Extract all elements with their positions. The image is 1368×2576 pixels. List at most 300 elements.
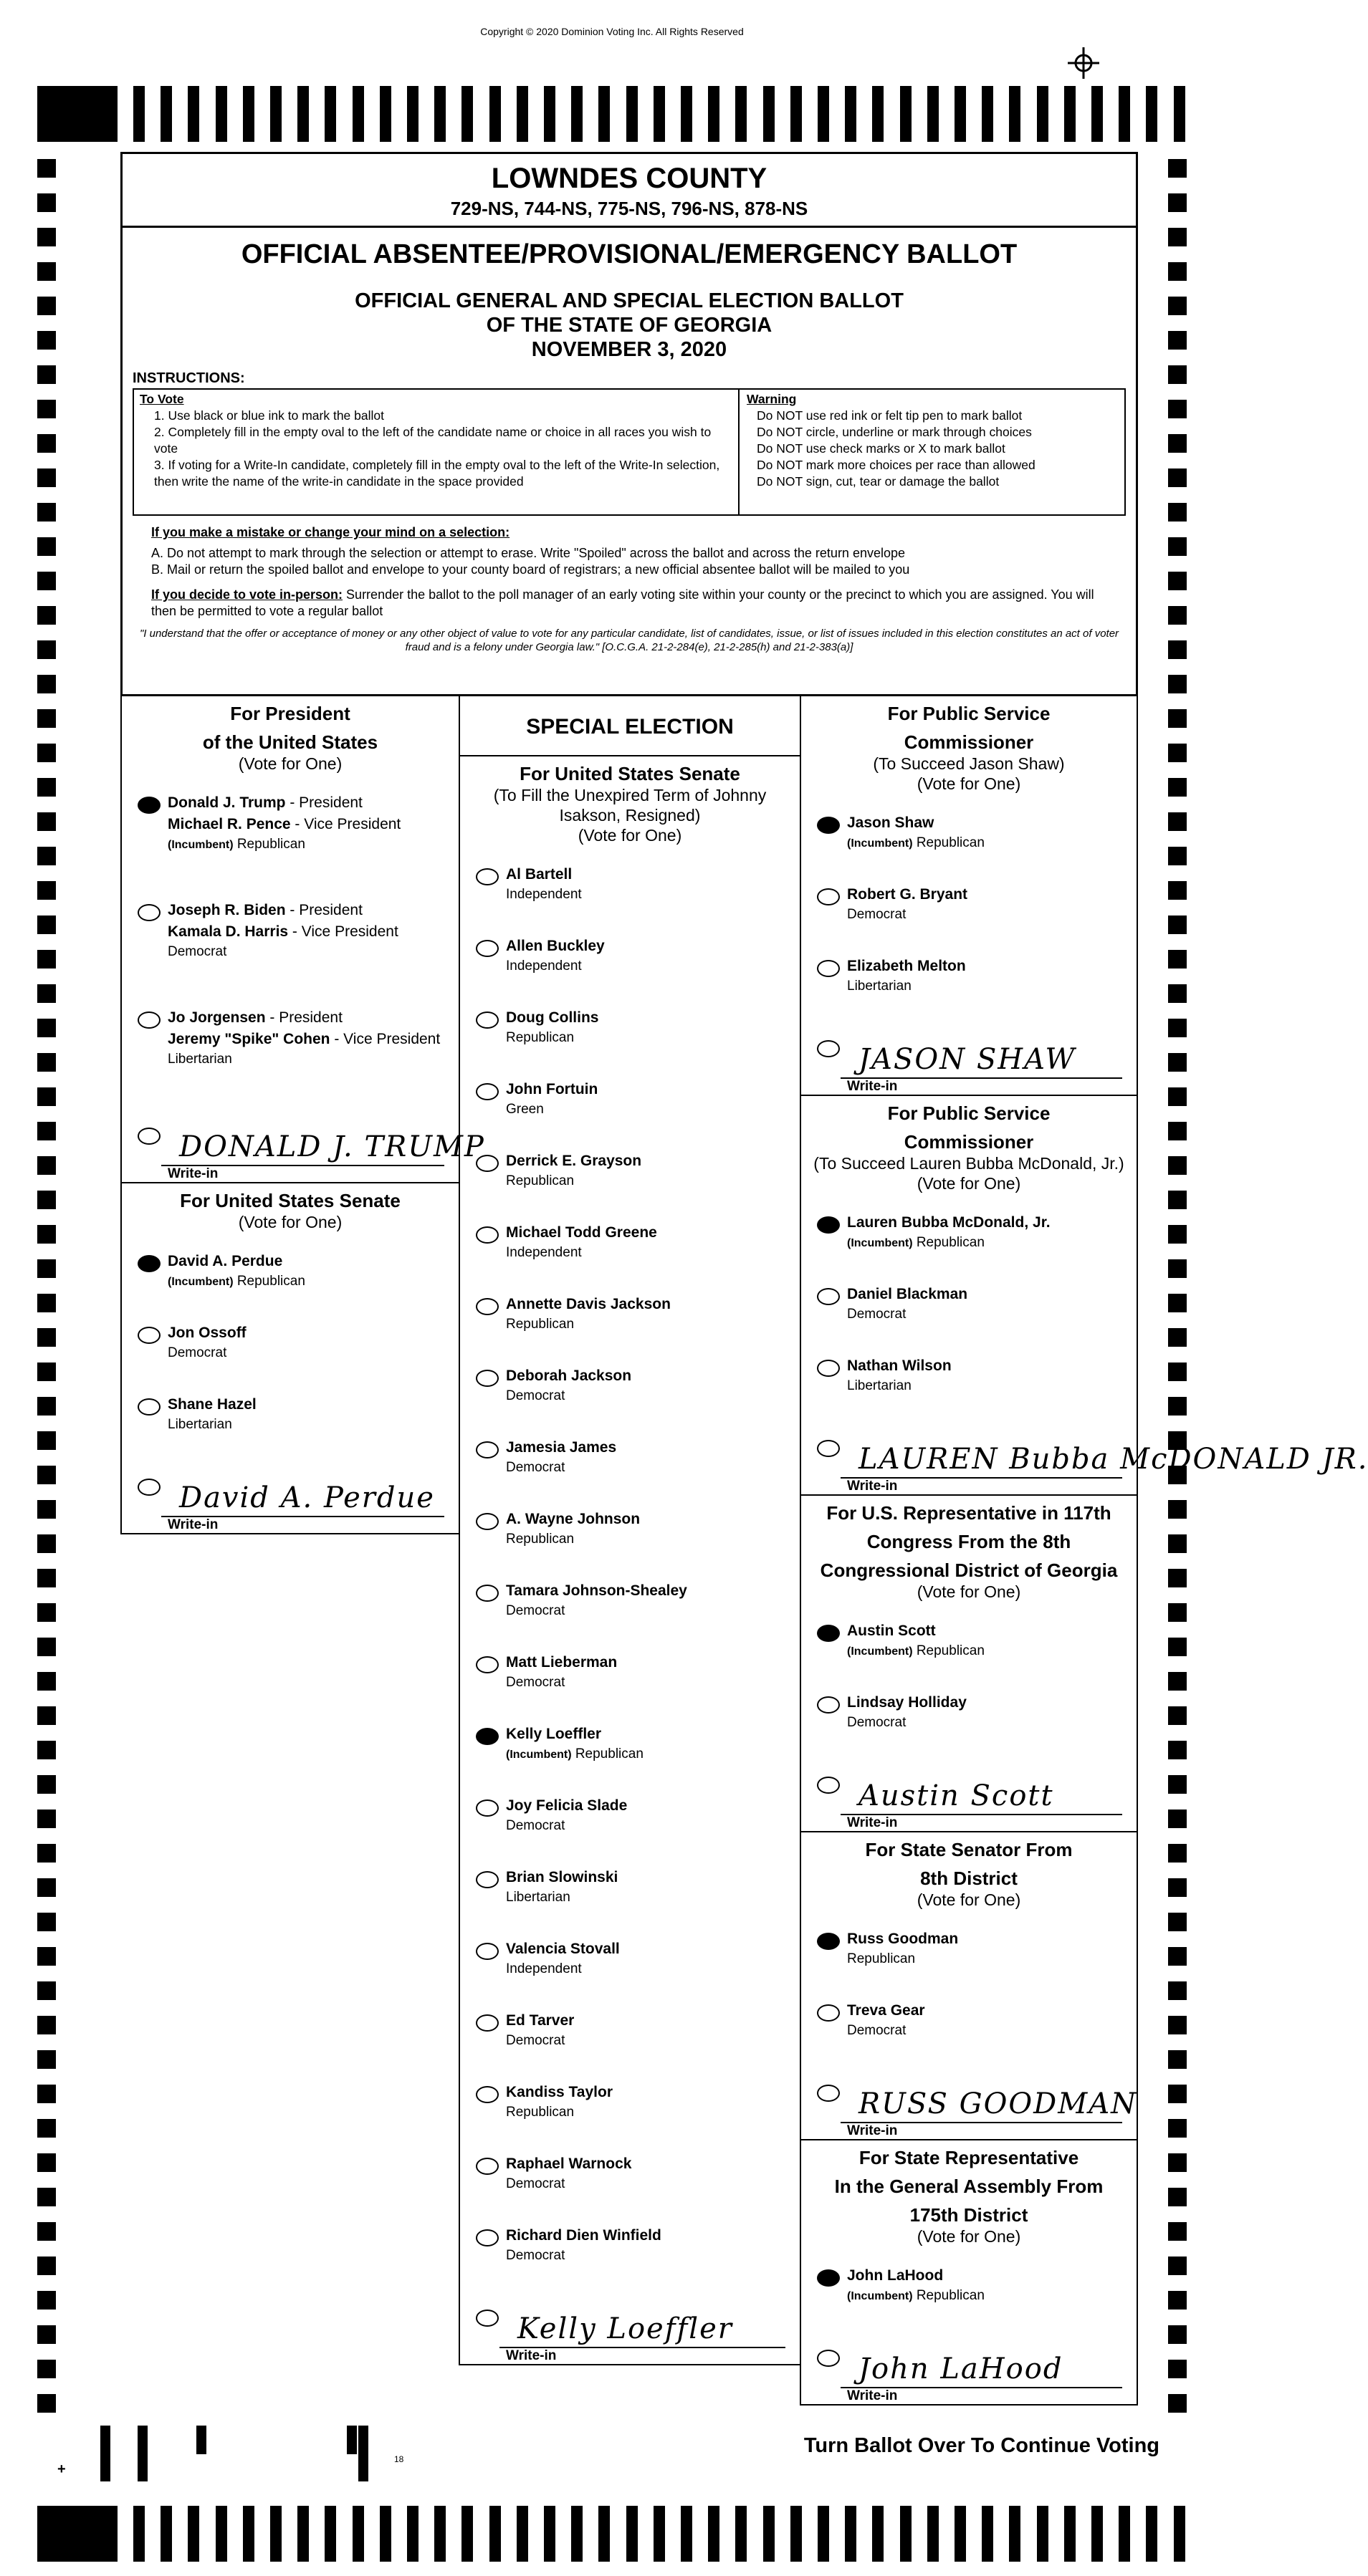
vote-oval[interactable]: [476, 1656, 499, 1673]
vote-oval[interactable]: [476, 1728, 499, 1745]
timing-marks-left: [37, 159, 57, 2428]
vote-oval[interactable]: [476, 2158, 499, 2175]
candidate-option: [122, 1003, 459, 1110]
turn-over-instruction: Turn Ballot Over To Continue Voting: [803, 2434, 1159, 2457]
write-in-handwriting: DONALD J. TRUMP: [179, 1130, 485, 1163]
timing-mark: [270, 86, 282, 142]
side-timing-mark: [37, 1156, 56, 1175]
candidate-name: [506, 1652, 617, 1673]
candidate-name: [506, 936, 605, 957]
side-timing-mark: [37, 1706, 56, 1725]
candidate-option: [122, 1318, 459, 1390]
candidate-option: [460, 860, 800, 931]
side-timing-mark: [37, 1638, 56, 1656]
candidate-name: [847, 1928, 958, 1950]
timing-mark: [1091, 2506, 1103, 2562]
side-timing-mark: [1168, 1638, 1187, 1656]
vote-oval[interactable]: [476, 1155, 499, 1172]
candidate-name-text: Derrick E. Grayson: [506, 1153, 642, 1169]
timing-mark: [1174, 2506, 1185, 2562]
candidate-party: Democrat: [506, 1388, 565, 1403]
candidate-name-text: Lindsay Holliday: [847, 1694, 967, 1711]
candidate-option: [460, 1146, 800, 1218]
side-timing-mark: [37, 537, 56, 556]
candidate-option: [801, 1351, 1137, 1423]
vote-oval[interactable]: [476, 1226, 499, 1244]
timing-mark: [325, 2506, 336, 2562]
candidate-name: [506, 1437, 616, 1458]
timing-mark: [161, 2506, 172, 2562]
candidate-name-text: Shane Hazel: [168, 1396, 257, 1413]
timing-mark: [188, 2506, 199, 2562]
vote-oval[interactable]: [817, 2004, 840, 2022]
vote-oval[interactable]: [476, 1585, 499, 1602]
candidate-option: [460, 2149, 800, 2221]
vote-oval[interactable]: [476, 2014, 499, 2032]
candidate-party: Republican: [506, 1532, 575, 1547]
side-timing-mark: [1168, 1225, 1187, 1244]
candidate-option: [460, 1719, 800, 1791]
candidate-name-text: Doug Collins: [506, 1009, 599, 1026]
race-title: For U.S. Representative in 117th: [826, 1502, 1111, 1524]
side-timing-mark: [1168, 1500, 1187, 1519]
candidate-name: [847, 956, 966, 977]
side-timing-mark: [37, 2257, 56, 2275]
race-title: Commissioner: [904, 1131, 1034, 1153]
candidate-option: [801, 1279, 1137, 1351]
candidate-party: Democrat: [847, 2023, 907, 2038]
side-timing-mark: [37, 2153, 56, 2172]
vote-oval[interactable]: [817, 1288, 840, 1305]
side-timing-mark: [1168, 159, 1187, 178]
side-timing-mark: [37, 1087, 56, 1106]
vote-oval[interactable]: [817, 1933, 840, 1950]
vote-oval[interactable]: [476, 2086, 499, 2103]
race-subtitle: (To Fill the Unexpired Term of Johnny: [493, 786, 767, 804]
side-timing-mark: [1168, 2325, 1187, 2344]
race-subtitle: Isakson, Resigned): [559, 806, 701, 825]
to-vote-instructions: [134, 390, 740, 514]
vote-oval[interactable]: [138, 1255, 161, 1272]
timing-mark: [735, 2506, 747, 2562]
candidate-party: Democrat: [506, 1460, 565, 1475]
candidate-name-text: Allen Buckley: [506, 938, 605, 954]
registration-target-icon: [1068, 47, 1099, 82]
side-timing-mark: [1168, 744, 1187, 762]
side-timing-mark: [1168, 2085, 1187, 2103]
timing-mark: [681, 86, 692, 142]
warning-4: Do NOT mark more choices per race than allowed: [757, 458, 1035, 472]
ballot-header: [120, 152, 1138, 696]
vote-oval[interactable]: [476, 940, 499, 957]
side-timing-mark: [37, 1981, 56, 2000]
race-title: In the General Assembly From: [834, 2176, 1104, 2197]
timing-mark: [818, 2506, 829, 2562]
race-subtitle: (To Succeed Lauren Bubba McDonald, Jr.): [813, 1154, 1124, 1173]
candidate-name-text: Nathan Wilson: [847, 1357, 952, 1374]
race-title: For Public Service: [887, 703, 1051, 724]
vote-oval[interactable]: [817, 817, 840, 834]
write-in-oval[interactable]: [817, 1440, 840, 1457]
write-in-label: Write-in: [506, 2348, 557, 2363]
vote-oval[interactable]: [817, 1360, 840, 1377]
vote-oval[interactable]: [138, 904, 161, 921]
candidate-party: Republican: [847, 1951, 916, 1966]
side-timing-mark: [1168, 1363, 1187, 1381]
write-in-oval[interactable]: [817, 2085, 840, 2102]
side-timing-mark: [37, 400, 56, 418]
race-section: [801, 696, 1137, 1096]
side-timing-mark: [37, 1328, 56, 1347]
election-title-line2: OF THE STATE OF GEORGIA: [486, 314, 773, 337]
write-in-oval[interactable]: [476, 2310, 499, 2327]
vote-oval[interactable]: [476, 1083, 499, 1100]
candidate-party: Republican: [506, 1173, 575, 1188]
timing-marks-top: [0, 86, 1224, 142]
vote-oval[interactable]: [817, 2269, 840, 2287]
timing-mark: [955, 2506, 966, 2562]
timing-mark: [955, 86, 966, 142]
side-timing-mark: [1168, 1672, 1187, 1691]
timing-mark: [1064, 86, 1076, 142]
candidate-option: [460, 1648, 800, 1719]
side-timing-mark: [1168, 537, 1187, 556]
candidate-name: [847, 884, 967, 905]
candidate-name: [506, 1795, 627, 1817]
candidate-party: Democrat: [168, 1345, 227, 1360]
timing-mark: [763, 86, 775, 142]
side-timing-mark: [37, 1431, 56, 1450]
side-timing-mark: [37, 193, 56, 212]
side-timing-mark: [37, 365, 56, 384]
incumbent-tag: (Incumbent): [168, 839, 234, 851]
vote-oval[interactable]: [476, 1441, 499, 1458]
side-timing-mark: [37, 881, 56, 900]
candidate-name-text: David A. Perdue: [168, 1253, 283, 1269]
side-timing-mark: [37, 1053, 56, 1072]
candidate-name-text: Valencia Stovall: [506, 1941, 620, 1957]
side-timing-mark: [1168, 2188, 1187, 2206]
vote-oval[interactable]: [138, 1398, 161, 1416]
candidate-party: Democrat: [506, 1818, 565, 1833]
warning-1: Do NOT use red ink or felt tip pen to mark ballot: [757, 408, 1023, 423]
side-timing-mark: [1168, 881, 1187, 900]
incumbent-tag: (Incumbent): [506, 1749, 572, 1761]
candidate-name-text: John Fortuin: [506, 1081, 598, 1097]
side-timing-mark: [1168, 915, 1187, 934]
timing-mark: [1174, 86, 1185, 142]
timing-mark: [927, 86, 939, 142]
candidate-party: (Incumbent) Republican: [168, 1274, 305, 1289]
candidate-party: Republican: [506, 1317, 575, 1332]
candidate-name: [168, 792, 363, 814]
vote-oval[interactable]: [476, 1871, 499, 1888]
candidate-option: [460, 2221, 800, 2292]
write-in-option: [801, 1759, 1137, 1831]
candidate-option: [801, 1924, 1137, 1996]
candidate-party: Democrat: [506, 1603, 565, 1618]
side-timing-mark: [37, 159, 56, 178]
candidate-party: (Incumbent) Republican: [847, 835, 985, 850]
vote-oval[interactable]: [817, 888, 840, 905]
mistake-step-b: B. Mail or return the spoiled ballot and envelope to your county board of registrars; a new official absentee ballot will be mailed to you: [151, 562, 910, 577]
to-vote-step-3: 3. If voting for a Write-In candidate, completely fill in the empty oval to the left of the Write-In selection, then write the name of the write-in candidate in the space provided: [154, 458, 720, 489]
side-timing-mark: [37, 1122, 56, 1140]
timing-mark: [790, 2506, 802, 2562]
race-title: 8th District: [920, 1868, 1018, 1889]
candidate-option: [122, 1246, 459, 1318]
vote-oval[interactable]: [476, 1799, 499, 1817]
side-timing-mark: [1168, 2153, 1187, 2172]
vote-oval[interactable]: [476, 1011, 499, 1029]
warning-2: Do NOT circle, underline or mark through choices: [757, 425, 1032, 439]
to-vote-step-2: 2. Completely fill in the empty oval to the left of the candidate name or choice in all races you wish to vote: [154, 425, 712, 456]
candidate-option: [460, 1433, 800, 1504]
vote-oval[interactable]: [476, 1513, 499, 1530]
side-timing-mark: [37, 1913, 56, 1931]
timing-mark: [598, 86, 610, 142]
candidate-name: [168, 1394, 257, 1416]
race-spacer: [460, 845, 800, 860]
candidate-name-text: Jon Ossoff: [168, 1325, 247, 1341]
side-timing-mark: [37, 1534, 56, 1553]
side-timing-mark: [1168, 2016, 1187, 2034]
side-timing-mark: [1168, 1706, 1187, 1725]
candidate-role: - President: [265, 1009, 343, 1026]
vote-oval[interactable]: [476, 868, 499, 885]
mistake-step-a: A. Do not attempt to mark through the selection or attempt to erase. Write "Spoiled" across the ballot and across the return envelope: [151, 546, 906, 560]
side-timing-mark: [1168, 812, 1187, 831]
candidate-option: [801, 1208, 1137, 1279]
side-timing-mark: [37, 1259, 56, 1278]
vote-oval[interactable]: [476, 2229, 499, 2246]
candidate-party: Libertarian: [847, 1378, 912, 1393]
timing-mark: [927, 2506, 939, 2562]
precinct-list: 729-NS, 744-NS, 775-NS, 796-NS, 878-NS: [450, 198, 808, 219]
candidate-name-text: Robert G. Bryant: [847, 886, 968, 903]
candidate-name-text: Donald J. Trump: [168, 794, 286, 811]
candidate-name: [506, 2225, 661, 2246]
candidate-name: [847, 812, 934, 834]
footer-small-mark: 18: [394, 2454, 404, 2464]
vote-oval[interactable]: [476, 1298, 499, 1315]
side-timing-mark: [37, 2325, 56, 2344]
race-spacer: [801, 2246, 1137, 2261]
ballot-column-1: [120, 695, 485, 1534]
timing-mark: [845, 2506, 856, 2562]
candidate-option: [460, 1576, 800, 1648]
candidate-name: [168, 1007, 343, 1029]
side-timing-mark: [37, 1810, 56, 1828]
candidate-name-text: Joseph R. Biden: [168, 902, 286, 918]
side-timing-mark: [1168, 365, 1187, 384]
side-timing-mark: [1168, 297, 1187, 315]
race-spacer: [801, 1910, 1137, 1924]
write-in-oval[interactable]: [138, 1128, 161, 1145]
candidate-party: Independent: [506, 1245, 582, 1260]
timing-mark: [872, 86, 884, 142]
side-timing-mark: [37, 1878, 56, 1897]
candidate-option: [801, 808, 1137, 880]
race-section: [122, 1183, 459, 1533]
vote-oval[interactable]: [817, 1216, 840, 1234]
side-timing-mark: [1168, 1878, 1187, 1897]
running-mate-name: [168, 814, 401, 835]
write-in-handwriting: RUSS GOODMAN: [858, 2087, 1138, 2120]
candidate-name-text: A. Wayne Johnson: [506, 1511, 641, 1527]
side-timing-mark: [37, 1569, 56, 1587]
side-timing-mark: [1168, 228, 1187, 246]
side-timing-mark: [1168, 1913, 1187, 1931]
timing-mark: [544, 2506, 555, 2562]
write-in-oval[interactable]: [817, 2350, 840, 2367]
candidate-party: Democrat: [506, 2248, 565, 2263]
side-timing-mark: [37, 434, 56, 453]
race-spacer: [801, 1193, 1137, 1208]
candidate-name: [847, 1355, 952, 1377]
warning-3: Do NOT use check marks or X to mark ballot: [757, 441, 1005, 456]
side-timing-mark: [37, 503, 56, 522]
candidate-name: [168, 1322, 247, 1344]
timing-mark: [434, 2506, 446, 2562]
vote-oval[interactable]: [138, 1327, 161, 1344]
timing-mark: [489, 86, 501, 142]
timing-mark: [133, 2506, 145, 2562]
special-election-header: SPECIAL ELECTION: [460, 696, 800, 756]
election-title-line1: OFFICIAL GENERAL AND SPECIAL ELECTION BALLOT: [355, 289, 904, 312]
candidate-name-text: Austin Scott: [847, 1623, 936, 1639]
candidate-name-text: Jason Shaw: [847, 814, 934, 831]
side-timing-mark: [37, 1363, 56, 1381]
race-subtitle: (Vote for One): [917, 1582, 1021, 1601]
candidate-name: [847, 1212, 1051, 1234]
in-person-text: Surrender the ballot to the poll manager of an early voting site within your county or the precinct to which you are assigned. You will then be permitted to vote a regular ballot: [151, 587, 1094, 618]
race-subtitle: (Vote for One): [238, 754, 343, 773]
write-in-label: Write-in: [847, 1479, 898, 1494]
side-timing-mark: [1168, 2257, 1187, 2275]
side-timing-mark: [1168, 1810, 1187, 1828]
write-in-label: Write-in: [847, 1079, 898, 1094]
write-in-label: Write-in: [847, 2388, 898, 2403]
side-timing-mark: [1168, 1741, 1187, 1759]
running-mate-name: [168, 1029, 440, 1050]
write-in-oval[interactable]: [817, 1777, 840, 1794]
candidate-option: [122, 895, 459, 1003]
timing-mark: [243, 2506, 254, 2562]
side-timing-mark: [37, 1603, 56, 1622]
timing-marks-bottom: [0, 2506, 1224, 2562]
candidate-option: [460, 1934, 800, 2006]
write-in-oval[interactable]: [817, 1040, 840, 1057]
county-name: LOWNDES COUNTY: [491, 163, 767, 194]
write-in-option: [801, 1023, 1137, 1095]
timing-mark: [818, 86, 829, 142]
timing-mark: [845, 86, 856, 142]
candidate-option: [460, 931, 800, 1003]
candidate-name-text: Michael Todd Greene: [506, 1224, 657, 1241]
vote-oval[interactable]: [476, 1943, 499, 1960]
vote-oval[interactable]: [817, 1625, 840, 1642]
race-spacer: [801, 1602, 1137, 1616]
side-timing-mark: [1168, 2394, 1187, 2413]
candidate-role: - President: [285, 794, 363, 811]
candidate-name-text: Jo Jorgensen: [168, 1009, 266, 1026]
timing-mark: [1037, 2506, 1048, 2562]
timing-mark: [517, 2506, 528, 2562]
candidate-option: [801, 2261, 1137, 2332]
candidate-option: [460, 2006, 800, 2077]
vote-oval[interactable]: [817, 1696, 840, 1714]
ballot-column-3: [800, 695, 1368, 2406]
vote-oval[interactable]: [138, 797, 161, 814]
timing-mark: [982, 86, 993, 142]
side-timing-mark: [37, 331, 56, 350]
side-timing-mark: [1168, 675, 1187, 693]
in-person-label: If you decide to vote in-person:: [151, 587, 343, 602]
timing-mark: [571, 2506, 583, 2562]
candidate-name: [506, 2010, 574, 2032]
race-spacer: [122, 774, 459, 788]
side-timing-mark: [1168, 1603, 1187, 1622]
timing-mark: [1009, 86, 1020, 142]
race-title: 175th District: [909, 2204, 1028, 2226]
candidate-name: [506, 1365, 631, 1387]
side-timing-mark: [37, 950, 56, 969]
timing-mark: [598, 2506, 610, 2562]
candidate-name: [506, 1294, 671, 1315]
vote-oval[interactable]: [138, 1011, 161, 1029]
candidate-name: [847, 1284, 967, 1305]
side-timing-mark: [1168, 193, 1187, 212]
side-timing-mark: [1168, 400, 1187, 418]
side-timing-mark: [1168, 1087, 1187, 1106]
candidate-party: Libertarian: [168, 1417, 232, 1432]
candidate-party: (Incumbent) Republican: [847, 1643, 985, 1658]
side-timing-mark: [1168, 778, 1187, 797]
candidate-name: [506, 1007, 599, 1029]
side-timing-mark: [1168, 950, 1187, 969]
timing-mark: [1037, 86, 1048, 142]
candidate-name: [506, 2153, 631, 2175]
write-in-oval[interactable]: [138, 1479, 161, 1496]
timing-mark: [1009, 2506, 1020, 2562]
candidate-name-text: Daniel Blackman: [847, 1286, 968, 1302]
race-section: [801, 1832, 1137, 2140]
race-subtitle: (Vote for One): [578, 826, 682, 845]
candidate-party: Libertarian: [506, 1890, 570, 1905]
race-section: [801, 2140, 1137, 2404]
side-timing-mark: [1168, 1122, 1187, 1140]
vote-oval[interactable]: [817, 960, 840, 977]
race-title: For United States Senate: [180, 1190, 401, 1211]
race-subtitle: (Vote for One): [917, 774, 1021, 793]
write-in-label: Write-in: [168, 1517, 219, 1532]
side-timing-mark: [1168, 1259, 1187, 1278]
side-timing-mark: [1168, 1534, 1187, 1553]
side-timing-mark: [37, 984, 56, 1003]
side-timing-mark: [37, 1500, 56, 1519]
side-timing-mark: [1168, 572, 1187, 590]
race-section: [801, 1096, 1368, 1496]
write-in-handwriting: JASON SHAW: [858, 1043, 1076, 1076]
timing-mark: [297, 86, 309, 142]
side-timing-mark: [1168, 1053, 1187, 1072]
timing-mark: [1146, 86, 1157, 142]
race-subtitle: (Vote for One): [917, 1890, 1021, 1909]
vote-oval[interactable]: [476, 1370, 499, 1387]
side-timing-mark: [37, 2016, 56, 2034]
timing-mark: [654, 86, 665, 142]
